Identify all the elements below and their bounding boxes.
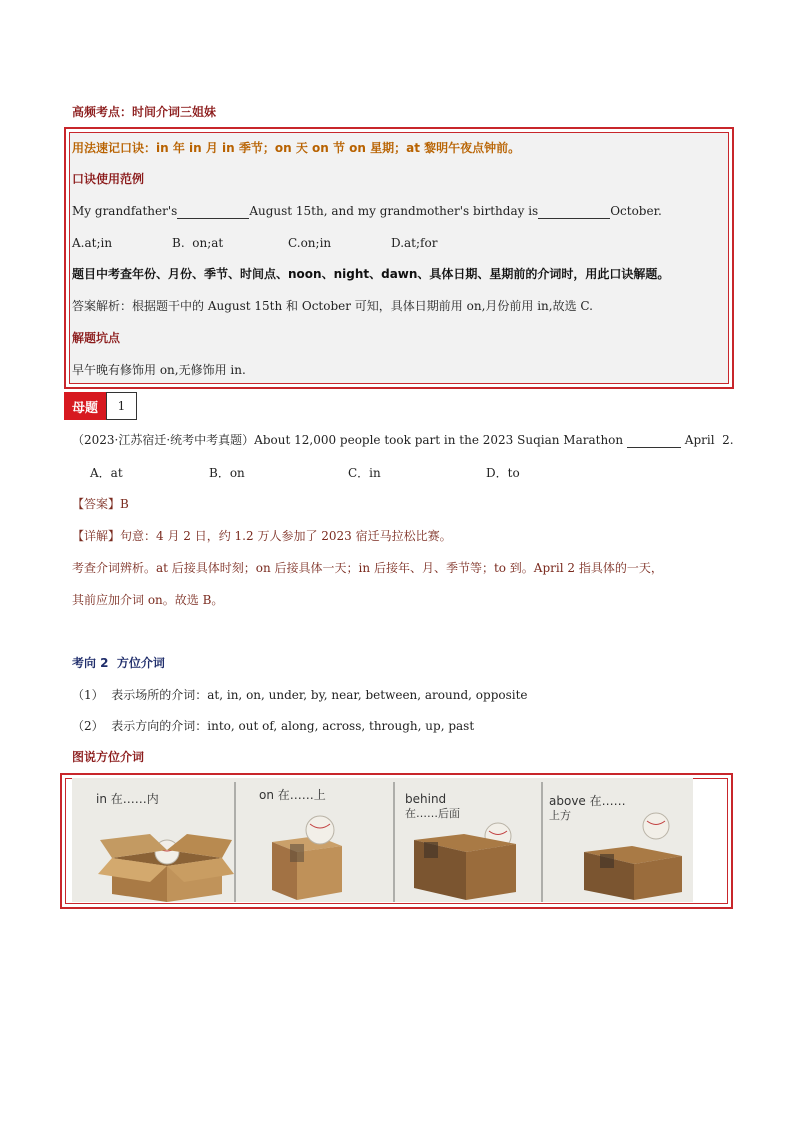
box-ball-on-top-icon: [272, 816, 342, 900]
question-1: [72, 432, 734, 448]
example-question: [72, 203, 662, 219]
panel-label-above-1: above 在……: [549, 794, 626, 808]
q1-option-a: A．at: [90, 466, 123, 480]
example-option-b: B. on;at: [172, 236, 224, 250]
panel-label-in: in 在……内: [96, 792, 159, 806]
detail-label: 【详解】: [72, 529, 121, 543]
q1-option-b: B．on: [209, 466, 245, 480]
prepositions-illustration: [72, 778, 693, 902]
example-title: 口诀使用范例: [72, 172, 145, 186]
section-2-item-2: （2） 表示方向的介词：into, out of, along, across, through, up, past: [72, 719, 475, 733]
figure-title: 图说方位介词: [72, 750, 145, 764]
question-text-3: October.: [610, 204, 662, 218]
question-1-blank: [627, 435, 681, 448]
mu-ti-label: 母题: [64, 392, 106, 420]
panel-label-on: on 在……上: [259, 788, 326, 802]
mu-ti-number: 1: [106, 392, 137, 420]
solving-tip: 题目中考查年份、月份、季节、时间点、noon、night、dawn、具体日期、星期前的介词时，用此口诀解题。: [72, 267, 670, 281]
question-1-stem: （2023·江苏宿迁·统考中考真题）About 12,000 people took part in the 2023 Suqian Marathon: [72, 433, 624, 447]
q1-explanation-2: 其前应加介词 on。故选 B。: [72, 593, 224, 607]
question-1-tail: April 2.: [684, 433, 734, 447]
open-box-icon: [98, 834, 234, 902]
panel-label-above-2: 上方: [549, 809, 571, 822]
section-2-item-1: （1） 表示场所的介词：at, in, on, under, by, near, between, around, opposite: [72, 688, 528, 702]
example-option-d: D.at;for: [391, 236, 438, 250]
section-2-title: 考向 2 方位介词: [72, 656, 165, 670]
panel-label-behind-1: behind: [405, 792, 447, 806]
blank-1: [177, 206, 249, 219]
panel-label-behind-2: 在……后面: [405, 807, 460, 820]
answer-analysis: 答案解析：根据题干中的 August 15th 和 October 可知，具体日期前用 on,月份前用 in,故选 C.: [72, 299, 593, 313]
mnemonic-box: [64, 127, 734, 389]
q1-explanation-1: 考查介词辨析。at 后接具体时刻；on 后接具体一天；in 后接年、月、季节等；to 到。April 2 指具体的一天，: [72, 561, 663, 575]
mnemonic-rule: 用法速记口诀：in 年 in 月 in 季节；on 天 on 节 on 星期；at 黎明午夜点钟前。: [72, 141, 521, 155]
question-text-2: August 15th, and my grandmother's birthday is: [249, 204, 539, 218]
q1-detail: [72, 528, 452, 544]
pitfall-text: 早午晚有修饰用 on,无修饰用 in.: [72, 363, 246, 377]
section-heading: 高频考点：时间介词三姐妹: [72, 105, 217, 119]
box-ball-above-icon: [584, 813, 682, 900]
detail-text: 句意：4 月 2 日，约 1.2 万人参加了 2023 宿迁马拉松比赛。: [120, 529, 452, 543]
blank-2: [538, 206, 610, 219]
example-option-a: A.at;in: [72, 236, 113, 250]
q1-answer: 【答案】B: [72, 497, 129, 511]
q1-option-d: D．to: [486, 466, 520, 480]
example-option-c: C.on;in: [288, 236, 332, 250]
box-ball-behind-icon: [414, 823, 516, 900]
q1-option-c: C．in: [348, 466, 381, 480]
question-text-1: My grandfather's: [72, 204, 178, 218]
pitfall-title: 解题坑点: [72, 331, 121, 345]
